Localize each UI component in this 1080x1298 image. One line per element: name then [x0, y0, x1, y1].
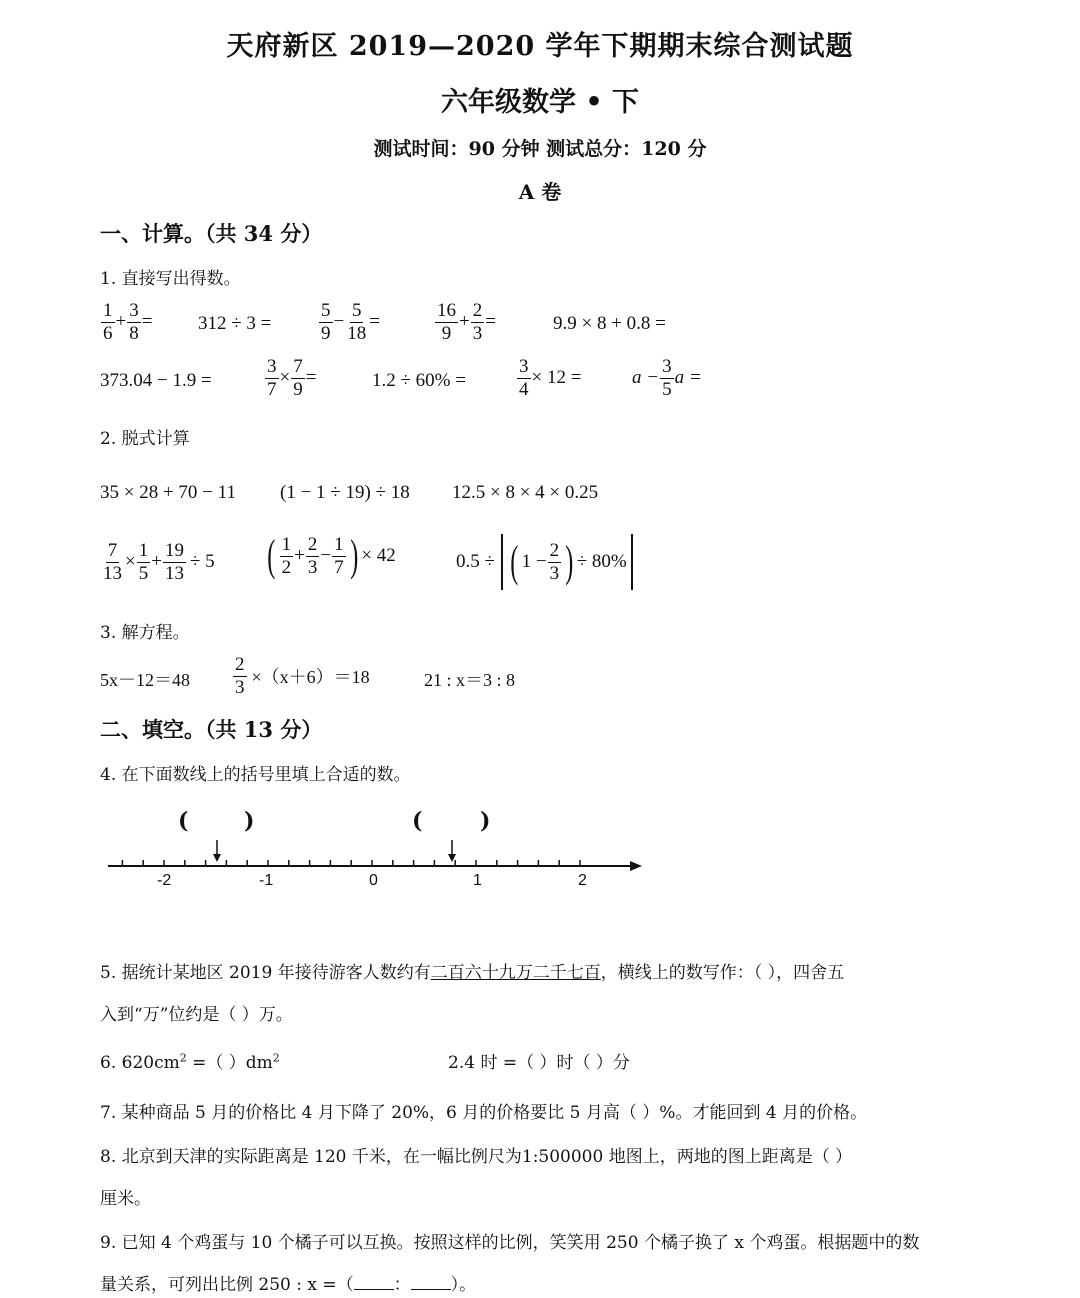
q2-label: 2. 脱式计算 — [100, 429, 190, 449]
section-2-title: 二、填空。（共 13 分） — [100, 717, 323, 742]
q9-line-2: 量关系，可列出比例 250 : x =（ ： ）。 — [100, 1275, 477, 1295]
q6-part-2: 2.4 时 =（ ）时（ ）分 — [448, 1053, 630, 1073]
exam-title: 天府新区 2019—2020 学年下期期末综合测试题 — [226, 31, 854, 62]
blank-paren-open-1: ( — [178, 808, 189, 834]
q1-r2-e4: $\frac{3}{4}$ × 12 = — [519, 356, 582, 400]
q3-e3: 21 : x＝3 : 8 — [424, 670, 516, 690]
q2-r1-e3: 12.5 × 8 × 4 × 0.25 — [452, 482, 599, 503]
blank-paren-open-2: ( — [412, 808, 423, 834]
paper-label: A 卷 — [518, 180, 562, 204]
exam-subtitle: 六年级数学 • 下 — [440, 87, 640, 118]
tick-label: -2 — [157, 872, 172, 889]
q1-r2-e1: 373.04 − 1.9 = — [100, 370, 212, 391]
right-paren-glyph: ) — [349, 531, 358, 581]
q2-r1-e2: (1 − 1 ÷ 19) ÷ 18 — [280, 482, 410, 503]
section-1-title: 一、计算。（共 34 分） — [100, 221, 323, 246]
q1-r2-e3: 1.2 ÷ 60% = — [372, 370, 466, 391]
answer-blank[interactable] — [411, 1273, 451, 1290]
q2-r1-e1: 35 × 28 + 70 − 11 — [100, 482, 236, 503]
tick-label: -1 — [259, 872, 274, 889]
q3-e1: 5x－12＝48 — [100, 670, 190, 690]
underlined-number-words: 二百六十九万二千七百 — [430, 963, 601, 983]
q4-label: 4. 在下面数线上的括号里填上合适的数。 — [100, 765, 411, 785]
q9-line-1: 9. 已知 4 个鸡蛋与 10 个橘子可以互换。按照这样的比例，笑笑用 250 个橘子换了 x 个鸡蛋。根据题中的数 — [100, 1233, 920, 1253]
q3-e2: $\frac{2}{3}$ ×（x＋6）＝18 — [235, 654, 370, 698]
q1-r1-e2: 312 ÷ 3 = — [198, 313, 272, 334]
tick-label: 2 — [578, 872, 587, 889]
q2-r2-e3: 0.5 ÷ ( 1 − $\frac{2}{3}$ ) ÷ 80% — [456, 534, 633, 590]
q5-line-2: 入到“万”位约是（ ）万。 — [100, 1005, 293, 1025]
down-arrow-icon — [213, 854, 221, 862]
q1-r1-e5: 9.9 × 8 + 0.8 = — [553, 313, 666, 334]
q2-r2-e2: ( $\frac{1}{2}$ + $\frac{2}{3}$ − $\frac{1}{7}$ ) × 42 — [267, 531, 396, 581]
q8-line-2: 厘米。 — [100, 1189, 151, 1209]
q1-r1-e1: $\frac{1}{6}$ + $\frac{3}{8}$ = — [103, 300, 153, 344]
q8-line-1: 8. 北京到天津的实际距离是 120 千米，在一幅比例尺为1:500000 地图上，两地的图上距离是（ ） — [100, 1147, 853, 1167]
tick-label: 1 — [473, 872, 482, 889]
blank-paren-close-1: ) — [244, 808, 255, 834]
blank-paren-close-2: ) — [480, 808, 491, 834]
q3-label: 3. 解方程。 — [100, 623, 190, 643]
left-paren-glyph: ( — [267, 531, 276, 581]
q1-r1-e3: $\frac{5}{9}$ − $\frac{5}{18}$ = — [321, 300, 380, 344]
q1-r1-e4: $\frac{16}{9}$ + $\frac{2}{3}$ = — [437, 300, 496, 344]
q1-label: 1. 直接写出得数。 — [100, 269, 241, 289]
q1-r2-e2: $\frac{3}{7}$ × $\frac{7}{9}$ = — [267, 356, 317, 400]
square-bracket: ( 1 − $\frac{2}{3}$ ) ÷ 80% — [501, 534, 633, 590]
q1-r2-e5: a − $\frac{3}{5}$ a = — [632, 356, 702, 400]
q7: 7. 某种商品 5 月的价格比 4 月下降了 20%，6 月的价格要比 5 月高（ ）%。才能回到 4 月的价格。 — [100, 1103, 868, 1123]
exam-meta: 测试时间：90 分钟 测试总分：120 分 — [373, 138, 707, 160]
number-line — [100, 832, 660, 872]
q2-r2-e1: $\frac{7}{13}$ × $\frac{1}{5}$ + $\frac{19}{13}$ ÷ 5 — [103, 540, 215, 584]
q6-part-1: 6. $620cm^2$ =（ ）$dm^2$ — [100, 1051, 280, 1073]
q5-line-1: 5. 据统计某地区 2019 年接待游客人数约有二百六十九万二千七百，横线上的数写作：（ ），四舍五 — [100, 963, 845, 983]
answer-blank[interactable] — [354, 1273, 394, 1290]
tick-label: 0 — [369, 872, 378, 889]
